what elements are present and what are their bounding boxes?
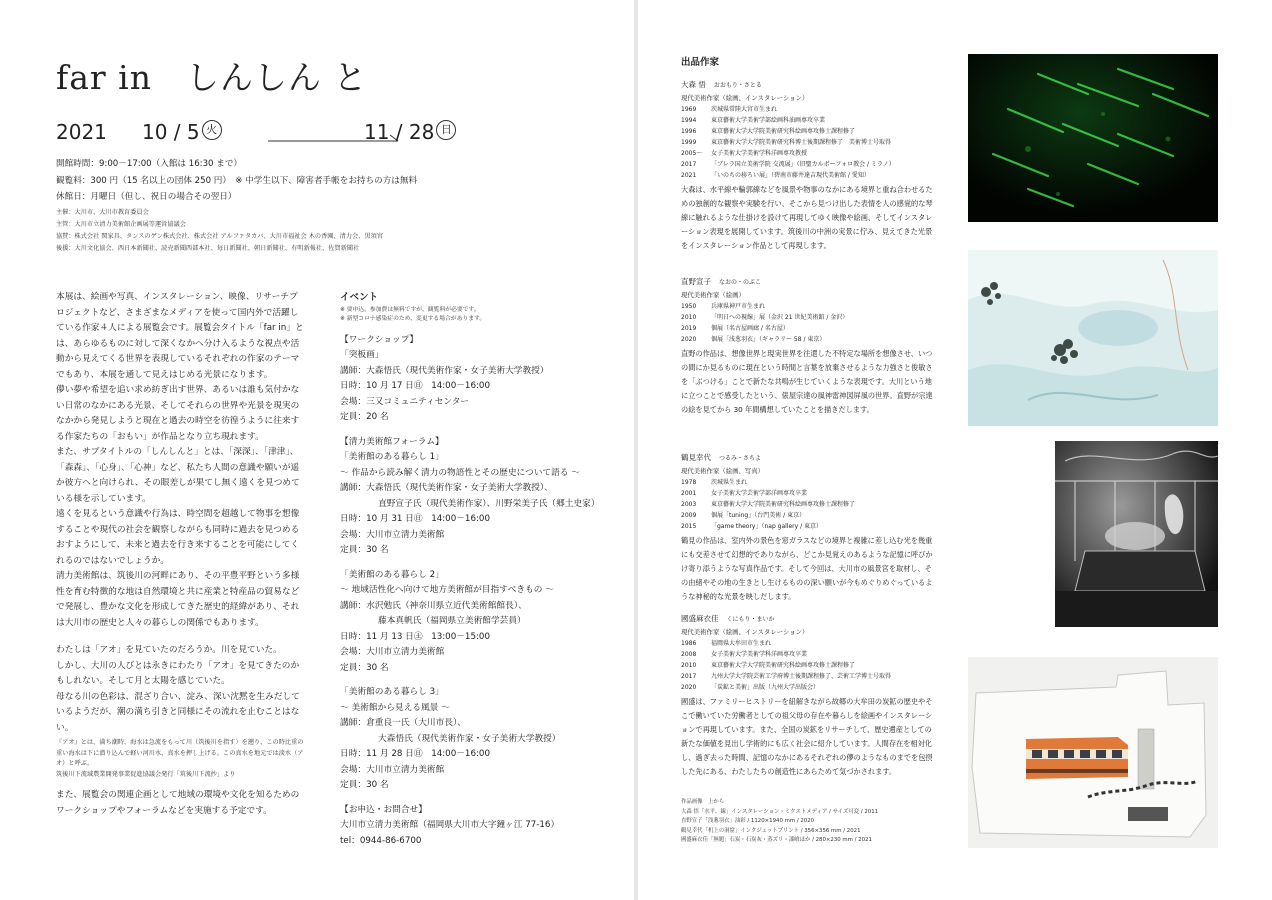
credit-line: 國盛麻衣佳「無題」石炭・石炭灰・蒸ズリ・漆喰ほか / 280×230 mm / 2021 (681, 837, 872, 843)
artist-role: 現代美術作家（絵画） (681, 291, 745, 299)
artist-name: 鶴見幸代 (681, 453, 711, 462)
closing-text: また、展覧会の関連企画として地域の環境や文化を知るためのワークショップやフォーラムなどを実施する予定です。 (56, 790, 300, 816)
artist-name: 直野宣子 (681, 277, 711, 286)
event-block (340, 568, 630, 677)
right-page (638, 0, 1272, 900)
artist-description: 鶴見の作品は、室内外の景色を窓ガラスなどの境界と複雑に差し込む光を幾重にも交差させて幻想的でありながら、どこか見覚えのあるような記憶に呼びかけ寄り添うような写真作品です。そして今回は、大川市の風景宮を取材し、その由緒やその地の生きとし生けるものの深い願いが今もめぐりめぐっているような神秘的な光景を映しだします。 (681, 536, 933, 601)
event-title: 「美術館のある暮らし 1」 (340, 452, 444, 462)
event-category: 【清力美術館フォーラム】 (340, 436, 444, 447)
event-line: 会場：大川市立清力美術館 (340, 647, 445, 657)
organizers (56, 207, 383, 255)
artist-profile (681, 451, 933, 604)
artist-name: 國盛麻衣佳 (681, 614, 719, 623)
artwork-photo-tsurumi (1055, 441, 1218, 627)
event-line: 日時：10 月 17 日㊐ 14:00－16:00 (340, 381, 490, 391)
organizer-line: 協賛：株式会社 関家具、タンスのゲン株式会社、株式会社 アルファタカバ、大川市福祉会 木の香園、清力会、黒須宮 (56, 233, 383, 240)
artist-role: 現代美術作家（絵画、インスタレーション） (681, 628, 809, 636)
intro-paragraph: 清力美術館は、筑後川の河畔にあり、その平豊平野という多様性を育む特徴的な地は自然環境と共に産業と特産品の貿易などで発展し、豊かな文化を形成してきた歴史的経緯があり、それは大川市の歴史と人々の暮らしの関係でもあります。 (56, 571, 300, 628)
poem-source: 筑後川下流域農業開発事業促進協議会発行「筑後川下流抄」より (56, 770, 236, 778)
artist-ruby: おおもり・さとる (713, 82, 762, 89)
artist-ruby: なおの・のぶこ (719, 279, 762, 286)
event-title: 「美術館のある暮らし 3」 (340, 687, 444, 697)
event-line: 定員：30 名 (340, 662, 389, 673)
contact-block (340, 803, 630, 850)
event-block (340, 435, 630, 559)
artist-bio: 1986 福岡県大牟田市生まれ 2008 女子美術大学美術学科洋画専攻卒業 2010 東京藝術大学大学院美術研究科絵画専攻修士課程修了 2017 九州大学大学院芸術工学府博士後期課程修了、芸術工学博士号取得 2020 「炭鉱と美術」出版（九州大学出版会） (681, 640, 892, 691)
event-line: 会場：大川市立清力美術館 (340, 764, 445, 775)
intro-text (56, 290, 306, 827)
event-line: 定員：20 名 (340, 412, 389, 422)
event-line: 定員：30 名 (340, 545, 389, 555)
admission-fee: 観覧料：300 円（15 名以上の団体 250 円） ※ 中学生以下、障害者手帳をお持ちの方は無料 (56, 175, 418, 186)
events-heading: イベント (340, 292, 379, 303)
poem-line: わたしは「アオ」を見ていたのだろうか。川を見ていた。 (56, 645, 282, 655)
organizer-line: 主催：大川市、大川市教育委員会 (56, 209, 149, 216)
credit-line: 作品画像 上から (681, 799, 725, 805)
events-section (340, 290, 630, 849)
event-line: 講師：大森悟氏（現代美術作家・女子美術大学教授）、 (340, 483, 553, 493)
intro-paragraph: 儚い夢や希望を追い求め紡ぎ出す世界、あるいは誰も気付かない日常のなかにある光景、そしてそれらの世界や光景を現実のなかから発見しようと現在と過去の時空を彷徨うように往来する作家たちの「おもい」が作品となり立ち現れます。 (56, 385, 300, 442)
event-category: 【ワークショップ】 (340, 334, 419, 345)
artist-ruby: くにもり・まいか (726, 616, 775, 623)
visitor-info (56, 156, 417, 206)
artists-heading: 出品作家 (681, 57, 720, 68)
artist-profile (681, 612, 933, 779)
event-line: 定員：30 名 (340, 780, 389, 790)
event-line: 会場：大川市立清力美術館 (340, 529, 445, 540)
organizer-line: 主管：大川市立清力美術館企画展等運営協議会 (56, 221, 186, 228)
start-date: 10 / 5 火 (142, 120, 200, 144)
event-line: 講師：水沢勉氏（神奈川県立近代美術館館長）、 (340, 600, 527, 611)
opening-hours: 開館時間：9:00－17:00（入館は 16:30 まで） (56, 159, 243, 169)
event-line: 藤本真帆氏（福岡県立美術館学芸員） (378, 616, 526, 626)
exhibition-title: far in しんしん と (56, 58, 368, 97)
artist-profile (681, 275, 933, 417)
contact-heading: 【お申込・お問合せ】 (340, 804, 427, 815)
credit-line: 大森 悟「水平、線」インスタレーション・ミクストメディア / サイズ可変 / 2011 (681, 808, 879, 815)
events-note: ※ 新型コロナ感染症のため、変更する場合があります。 (340, 315, 486, 322)
event-line: 日時：11 月 13 日㊏ 13:00－15:00 (340, 631, 490, 642)
contact-tel: tel：0944-86-6700 (340, 835, 422, 846)
artist-description: 大森は、水平線や輪郭線などを風景や物事のなかにある境界と重ね合わせるための独創的な観察や実験を行い、そこから見つけ出した表情を人の感覚的な琴線に触れるような仕掛けを設けて再現してゆく映像や絵画、そしてインスタレーション表現を展開しています。筑後川の中洲の実景に佇み、見えてきた光景をインスタレーション作品として再現します。 (681, 185, 933, 250)
left-page (0, 0, 634, 900)
event-subtitle: ～ 美術館から見える風景 ～ (340, 702, 450, 713)
artist-role: 現代美術作家（絵画、インスタレーション） (681, 94, 809, 102)
artist-profile (681, 78, 933, 253)
events-note: ※ 要申込。参加費は無料ですが、観覧料が必要です。 (340, 306, 480, 313)
credit-line: 直野宣子「浅葱羽衣」油彩 / 1120×1940 mm / 2020 (681, 818, 815, 824)
event-title: 「突板画」 (340, 350, 384, 360)
event-title: 「美術館のある暮らし 2」 (340, 569, 444, 580)
artist-role: 現代美術作家（絵画、写真） (681, 467, 765, 475)
artist-bio: 1969 茨城県常陸大宮市生まれ 1994 東京藝術大学美術学部絵画科油画専攻卒業 1996 東京藝術大学大学院美術研究科絵画専攻修士課程修了 1999 東京藝術大学大学院美術研究科博士後期課程修了 美術博士号取得 2005～ 女子美術大学美術学科洋画専攻教授 2017 「ブレラ国立美術学院 交流展」（旧聖カルポーフォロ教会 / ミラノ） 2021 「いのちの移ろい展」（碧南市藤井達吉現代美術館 / 愛知） (681, 106, 895, 179)
closed-days: 休館日：月曜日（但し、祝日の場合その翌日） (56, 192, 237, 202)
intro-paragraph: また、サブタイトルの「しんしんと」とは、「深深」、「津津」、「森森」、「心身」、「心神」など、私たち人間の意識や願いが遥か彼方へと向けられ、その眼差しが果てし無く遠くを見つめている様を示しています。 (56, 447, 300, 504)
end-date: 11 / 28 日 (364, 120, 434, 144)
event-subtitle: ～ 作品から読み解く清力の物語性とその歴史について語る ～ (340, 467, 580, 478)
artwork-photo-kunimori (968, 657, 1218, 848)
contact-address: 大川市立清力美術館（福岡県大川市大字鐘ヶ江 77-16） (340, 820, 560, 830)
poem-line: 母なる川の色彩は、混ざり合い、淀み、深い沈黙を生みだしているようだが、潮の満ち引きと同様にその流れを止むことはない。 (56, 691, 300, 733)
artwork-photo-naono (968, 250, 1218, 426)
poem-line: しかし、大川の人びとは永きにわたり「アオ」を見てきたのかもしれない。そして月と太陽を感じていた。 (56, 660, 300, 686)
event-line: 直野宣子氏（現代美術作家）、川野栄美子氏（郷土史家） (378, 498, 600, 509)
start-dow: 火 (202, 120, 222, 140)
artwork-photo-omori (968, 54, 1218, 222)
event-block (340, 333, 630, 426)
artist-name: 大森 悟 (681, 80, 706, 89)
organizer-line: 後援：大川文化協会、西日本新聞社、読売新聞西部本社、毎日新聞社、朝日新聞社、有明新報社、佐賀新聞社 (56, 245, 360, 252)
image-credits (681, 798, 941, 846)
artist-bio: 1950 兵庫県神戸市生まれ 2010 「明日への視線」展（金沢 21 世紀美術館 / 金沢） 2019 個展（名古屋画廊 / 名古屋） 2020 個展「浅葱羽衣」（ギャラリー 58 / 東京） (681, 303, 849, 343)
poem-note: 『アオ』とは、満ち潮時、海水は急流をもって川（筑後川を指す）を遡り、この時比重の重い海水は下に潜り込んで軽い河川水、真水を押し上げる。この真水を地元では淡水（アオ）と呼ぶ。 (56, 739, 304, 767)
event-line: 講師：大森悟氏（現代美術作家・女子美術大学教授） (340, 365, 549, 376)
year: 2021 (56, 120, 107, 144)
event-line: 日時：10 月 31 日㊐ 14:00－16:00 (340, 514, 490, 524)
credit-line: 鶴見幸代「机上の洞窟」インクジェットプリント / 356×356 mm / 2021 (681, 827, 861, 834)
artist-bio: 1978 茨城県生まれ 2001 女子美術大学芸術学部洋画専攻卒業 2003 東京藝術大学大学院美術研究科絵画専攻修士課程修了 2009 個展「tuning」（台門美術 / 東京） 2015 「game theory」（nap gallery / 東京） (681, 479, 856, 530)
event-line: 大森悟氏（現代美術作家・女子美術大学教授） (378, 733, 561, 744)
event-line: 会場：三又コミュニティセンター (340, 396, 470, 407)
intro-paragraph: 本展は、絵画や写真、インスタレーション、映像、リサーチプロジェクトなど、さまざまなメディアを使って国内外で活躍している作家４人による展覧会です。展覧会タイトル「far in」とは、あらゆるものに対して深くなかへ分け入るような視点や活動から見えてくる世界を表現しているそれぞれの作家のテーマでもあり、本展を通して見えはじめる光景になります。 (56, 292, 304, 380)
event-block (340, 685, 630, 794)
artist-ruby: つるみ・さちよ (719, 455, 762, 462)
artist-description: 直野の作品は、想像世界と現実世界を往還した不特定な場所を想像させ、いつの間にか見るものに現在という時間と言葉を放棄させるような力強さと俊敏さを「ぶつける」ことで新たな共鳴が生じていくような表現です。大川という地に立つことで感受したという、俵屋宗達の風神雷神図屏風の世界。直野が宗達の絵を見てから 30 年間構想していたことを描きだします。 (681, 349, 933, 414)
intro-paragraph: 遠くを見るという意識や行為は、時空間を超越して物事を想像することや現代の社会を観察しながらも同時に過去を見つめるおすようにして、未来と過去を行き来することを可能にしてくれるのではないでしょうか。 (56, 509, 300, 566)
event-line: 講師：倉重良一氏（大川市長）、 (340, 718, 466, 728)
artist-description: 國盛は、ファミリーヒストリーを紐解きながら故郷の大牟田の炭鉱の歴史やそこで働いていた労働者としての祖父母の存在や暮らしを絵画やインスタレーションで再現しています。また、全国の炭鉱をリサーチして、歴史遺産としての新たな価値を見出し学術的にも広く社会に紹介しています。人間存在を相対化し、過ぎ去った時間、記憶のなかにあるそれぞれの儚のようなものまでを包摂した先にある、わたしたちの創造性にあらためて気づかされます。 (681, 697, 933, 776)
event-subtitle: ～ 地域活性化へ向けて地方美術館が目指すべきもの ～ (340, 585, 554, 595)
end-dow: 日 (436, 120, 456, 140)
event-line: 日時：11 月 28 日㊐ 14:00－16:00 (340, 749, 490, 759)
